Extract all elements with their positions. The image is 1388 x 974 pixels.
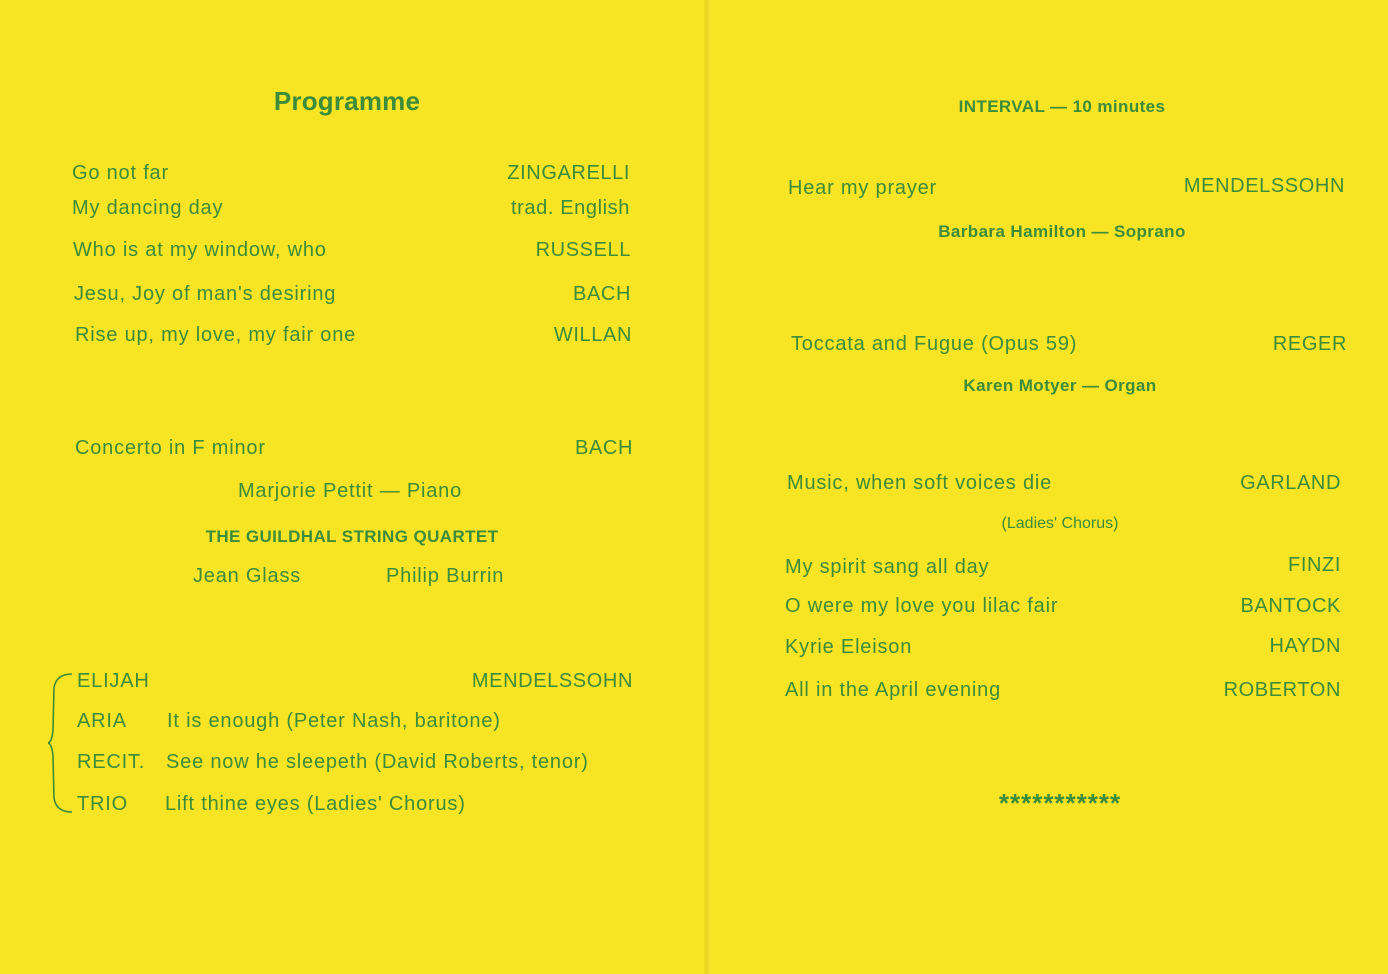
song-title: Go not far (72, 162, 169, 184)
song-composer: BANTOCK (1240, 595, 1341, 617)
song-title: Hear my prayer (788, 177, 938, 199)
song-composer: MENDELSSOHN (1183, 175, 1345, 197)
elijah-composer: MENDELSSOHN (471, 670, 633, 692)
part-label: ARIA (77, 710, 127, 732)
song-composer: HAYDN (1269, 635, 1341, 657)
song-title: Jesu, Joy of man's desiring (74, 283, 337, 305)
song-title: Music, when soft voices die (787, 472, 1053, 494)
toccata-composer: REGER (1272, 333, 1347, 355)
concerto-title: Concerto in F minor (75, 437, 266, 459)
song-composer: FINZI (1288, 554, 1341, 576)
pianist-credit: Marjorie Pettit — Piano (237, 480, 463, 502)
organ-credit: Karen Motyer — Organ (963, 376, 1157, 395)
song-title: All in the April evening (785, 679, 1001, 701)
part-text: Lift thine eyes (Ladies' Chorus) (165, 793, 466, 815)
right-page (712, 0, 1388, 974)
quartet-member: Philip Burrin (386, 565, 505, 587)
concerto-composer: BACH (575, 437, 633, 459)
song-title: Kyrie Eleison (785, 636, 913, 658)
song-title: My dancing day (72, 197, 224, 219)
song-composer: RUSSELL (535, 239, 631, 261)
page-fold (704, 0, 710, 974)
soprano-credit: Barbara Hamilton — Soprano (938, 222, 1186, 241)
part-text: See now he sleepeth (David Roberts, tenor) (166, 751, 589, 773)
toccata-title: Toccata and Fugue (Opus 59) (791, 333, 1078, 355)
quartet-heading: THE GUILDHAL STRING QUARTET (205, 527, 499, 546)
programme-title: Programme (273, 86, 421, 116)
song-composer: GARLAND (1240, 472, 1341, 494)
song-composer: BACH (573, 283, 631, 305)
interval-heading: INTERVAL — 10 minutes (958, 97, 1166, 116)
song-title: My spirit sang all day (785, 556, 990, 578)
song-composer: ZINGARELLI (507, 162, 630, 184)
part-label: TRIO (77, 793, 128, 815)
song-composer: trad. English (511, 197, 630, 219)
part-label: RECIT. (77, 751, 146, 773)
song-title: O were my love you lilac fair (785, 595, 1059, 617)
bracket-icon (48, 672, 74, 814)
quartet-member: Jean Glass (193, 565, 302, 587)
song-title: Rise up, my love, my fair one (75, 324, 357, 346)
song-title: Who is at my window, who (73, 239, 327, 261)
stars-divider: *********** (998, 788, 1122, 818)
elijah-title: ELIJAH (77, 670, 150, 692)
song-composer: ROBERTON (1223, 679, 1341, 701)
song-composer: WILLAN (553, 324, 632, 346)
part-text: It is enough (Peter Nash, baritone) (167, 710, 501, 732)
ladies-chorus-note: (Ladies' Chorus) (1001, 515, 1119, 532)
